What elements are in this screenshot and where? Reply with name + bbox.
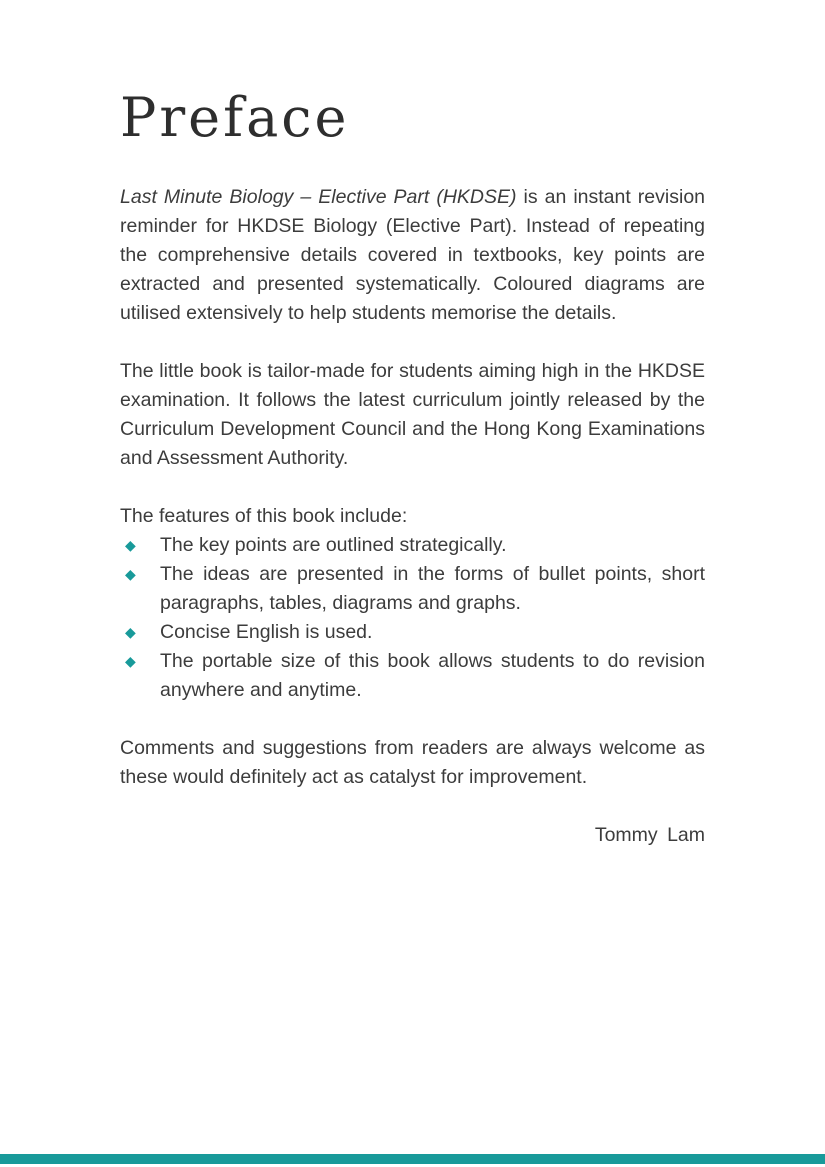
footer-accent-bar	[0, 1154, 825, 1164]
list-item	[120, 560, 705, 618]
diamond-bullet-icon: ◆	[125, 624, 136, 641]
list-item-text: The key points are outlined strategically.	[160, 534, 507, 557]
list-item	[120, 531, 705, 560]
book-title-italic: Last Minute Biology – Elective Part (HKDSE)	[120, 186, 517, 209]
second-paragraph: The little book is tailor-made for students aiming high in the HKDSE examination. It follows the latest curriculum jointly released by the Curriculum Development Council and the Hong Kong Examinations and Assessment Authority.	[120, 360, 705, 470]
diamond-bullet-icon: ◆	[125, 537, 136, 554]
features-intro: The features of this book include:	[120, 505, 408, 528]
list-item	[120, 618, 705, 647]
diamond-bullet-icon: ◆	[125, 566, 136, 583]
closing-paragraph: Comments and suggestions from readers are always welcome as these would definitely act as catalyst for improvement.	[120, 737, 705, 789]
author-signature: Tommy Lam	[594, 824, 705, 847]
page-title: Preface	[120, 86, 350, 149]
list-item-text: Concise English is used.	[160, 621, 373, 644]
diamond-bullet-icon: ◆	[125, 653, 136, 670]
list-item	[120, 647, 705, 705]
list-item-text: The ideas are presented in the forms of bullet points, short paragraphs, tables, diagrams and graphs.	[160, 563, 705, 615]
intro-paragraph-text: is an instant revision reminder for HKDSE Biology (Elective Part). Instead of repeating the comprehensive details covered in textbooks, key points are extracted and presented systematically. Coloured diagrams are utilised extensively to help students memorise the details.	[120, 186, 706, 325]
list-item-text: The portable size of this book allows students to do revision anywhere and anytime.	[160, 650, 705, 702]
intro-paragraph	[120, 183, 705, 328]
page-content	[120, 88, 705, 850]
features-list	[120, 531, 705, 705]
